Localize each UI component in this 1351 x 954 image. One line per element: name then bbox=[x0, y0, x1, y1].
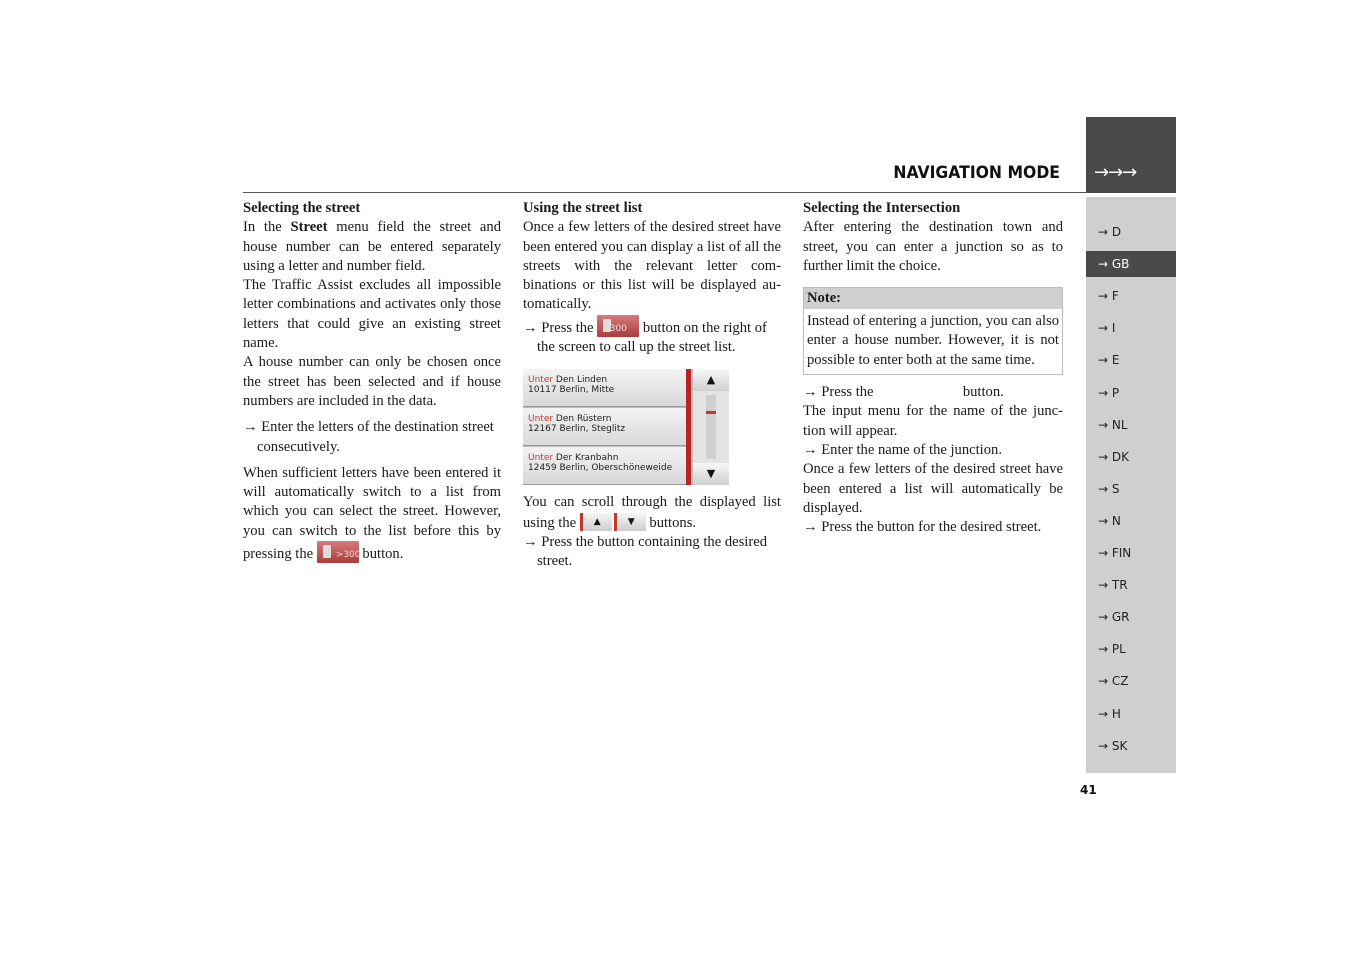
sidebar-item-i[interactable]: → I bbox=[1098, 321, 1116, 336]
street-list-item: Unter Den Rüstern 12167 Berlin, Steglitz bbox=[523, 408, 686, 446]
street-list-item: Unter Der Kranbahn 12459 Berlin, Oberschöneweide bbox=[523, 447, 686, 485]
section-heading: Selecting the street bbox=[243, 200, 361, 216]
page-number: 41 bbox=[1080, 783, 1097, 797]
street-list-screenshot bbox=[523, 369, 729, 485]
paragraph: When sufficient letters have been entered it will automatically switch to a list from which you can select the street. However, you can switch to the list before this by pressing the >300 button. bbox=[243, 464, 501, 563]
page-title: NAVIGATION MODE bbox=[893, 163, 1060, 183]
paragraph: You can scroll through the displayed list using the ▲ ▼ buttons. bbox=[523, 494, 781, 531]
sidebar-item-pl[interactable]: → PL bbox=[1098, 642, 1126, 657]
sidebar-item-e[interactable]: → E bbox=[1098, 353, 1120, 368]
sidebar-item-fin[interactable]: → FIN bbox=[1098, 546, 1132, 560]
header-tab bbox=[1086, 117, 1176, 193]
paragraph: In the Street menu field the street and house number can be entered separately using a letter and number field. bbox=[243, 219, 501, 274]
column-selecting-street bbox=[243, 199, 501, 564]
sidebar-item-p[interactable]: → P bbox=[1098, 385, 1120, 400]
scroll-buttons-image bbox=[580, 513, 646, 531]
street-list-item: Unter Den Linden 10117 Berlin, Mitte bbox=[523, 369, 686, 407]
language-sidebar bbox=[1086, 197, 1176, 773]
column-street-list bbox=[523, 199, 781, 572]
scrollbar bbox=[693, 369, 729, 485]
sidebar-item-s[interactable]: → S bbox=[1098, 481, 1120, 496]
sidebar-item-h[interactable]: → H bbox=[1098, 706, 1121, 721]
sidebar-item-nl[interactable]: → NL bbox=[1098, 417, 1128, 432]
header-rule bbox=[243, 192, 1086, 193]
paragraph: After entering the destination town and street, you can enter a junction so as to further limit the choice. bbox=[803, 219, 1063, 274]
instruction: → Enter the letters of the destination street consecutively. bbox=[243, 419, 494, 455]
sidebar-item-dk[interactable]: → DK bbox=[1098, 449, 1129, 464]
street-list-button-image: >300 bbox=[317, 541, 359, 563]
sidebar-item-tr[interactable]: → TR bbox=[1098, 578, 1128, 593]
sidebar-item-f[interactable]: → F bbox=[1098, 289, 1119, 304]
note-box bbox=[803, 287, 1063, 375]
paragraph: Once a few letters of the desired street have been entered you can display a list of all the streets with the relevant letter com-binations or this list will be displayed au-tomatically. bbox=[523, 219, 781, 313]
section-heading: Using the street list bbox=[523, 200, 643, 216]
sidebar-item-sk[interactable]: → SK bbox=[1098, 738, 1128, 753]
scroll-thumb bbox=[706, 411, 716, 414]
paragraph: Once a few letters of the desired street have been entered a list will automatically be displayed. bbox=[803, 461, 1063, 516]
up-arrow-icon: ▲ bbox=[580, 513, 612, 531]
section-heading: Selecting the Intersection bbox=[803, 200, 961, 216]
down-arrow-icon: ▼ bbox=[614, 513, 646, 531]
sidebar-item-n[interactable]: → N bbox=[1098, 513, 1121, 528]
sidebar-item-gr[interactable]: → GR bbox=[1098, 610, 1130, 625]
sidebar-item-d[interactable]: → D bbox=[1098, 225, 1122, 239]
sidebar-item-cz[interactable]: → CZ bbox=[1098, 674, 1129, 689]
instruction: → Enter the name of the junction. bbox=[803, 441, 1002, 458]
arrows-icon: →→→ bbox=[1094, 162, 1137, 183]
note-body: Instead of entering a junction, you can also enter a house number. However, it is not possible to enter both at the same time. bbox=[807, 313, 1059, 368]
scroll-track bbox=[706, 395, 716, 459]
scroll-down-icon: ▼ bbox=[693, 463, 729, 485]
instruction: → Press the button for the desired street. bbox=[803, 519, 1042, 536]
scroll-up-icon: ▲ bbox=[693, 369, 729, 391]
instruction: → Press the button. bbox=[803, 384, 1004, 401]
paragraph: The Traffic Assist excludes all impossible letter combinations and activates only those letters that could give an existing street name. bbox=[243, 277, 501, 352]
sidebar-item-gb[interactable]: → GB bbox=[1086, 251, 1176, 277]
selection-bar bbox=[686, 369, 691, 485]
paragraph: A house number can only be chosen once the street has been selected and if house numbers are included in the data. bbox=[243, 354, 501, 409]
paragraph: The input menu for the name of the junc-tion will appear. bbox=[803, 403, 1063, 439]
column-intersection bbox=[803, 199, 1063, 537]
note-title: Note: bbox=[804, 288, 1062, 309]
phone-icon bbox=[323, 545, 331, 558]
instruction: → Press the button containing the desired street. bbox=[523, 533, 767, 570]
instruction: → Press the >300 button on the right of the screen to call up the street list. bbox=[523, 315, 781, 358]
street-list-button-image: >300 bbox=[597, 315, 639, 337]
